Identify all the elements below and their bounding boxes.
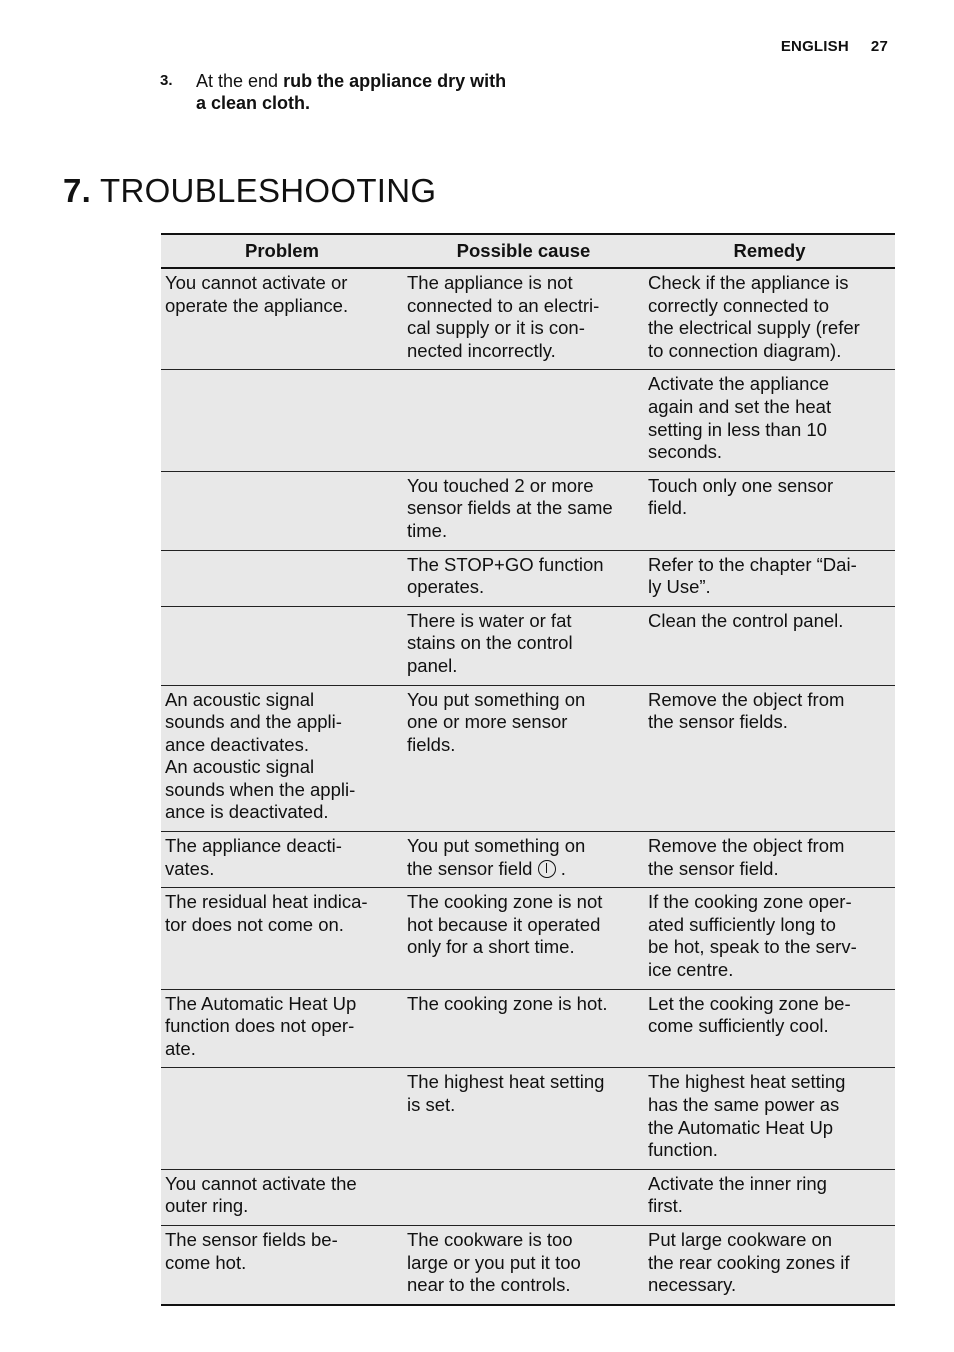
remedy-cell: Remove the object from the sensor fields.: [644, 685, 895, 832]
table-row: [161, 550, 895, 606]
step-item: [160, 70, 520, 114]
step-number: 3.: [160, 72, 173, 89]
table-row: [161, 989, 895, 1068]
problem-cell: The residual heat indica- tor does not come on.: [161, 888, 403, 989]
cause-cell: [403, 1169, 644, 1225]
cause-cell: You put something on one or more sensor fields.: [403, 685, 644, 832]
header-problem: Problem: [161, 234, 403, 268]
section-number: 7.: [63, 172, 92, 209]
table-header-row: [161, 234, 895, 268]
problem-cell: [161, 550, 403, 606]
section-heading: [63, 172, 436, 210]
problem-cell: The appliance deacti- vates.: [161, 832, 403, 888]
header-possible-cause: Possible cause: [403, 234, 644, 268]
cause-cell: [403, 832, 644, 888]
page-header: [781, 38, 888, 55]
problem-cell: You cannot activate the outer ring.: [161, 1169, 403, 1225]
table-row: [161, 1225, 895, 1304]
language-label: ENGLISH: [780, 38, 849, 55]
section-title: TROUBLESHOOTING: [100, 172, 437, 209]
table-row: [161, 832, 895, 888]
step-text-plain: At the end: [196, 71, 284, 91]
remedy-cell: Let the cooking zone be- come sufficiently cool.: [644, 989, 895, 1068]
cause-cell: You touched 2 or more sensor fields at the same time.: [403, 471, 644, 550]
table-row: [161, 268, 895, 370]
problem-cell: [161, 606, 403, 685]
cause-text-prefix: You put something on the sensor field: [407, 835, 586, 879]
table-row: [161, 471, 895, 550]
remedy-cell: Remove the object from the sensor field.: [644, 832, 895, 888]
troubleshooting-table: [161, 233, 895, 1306]
table-row: [161, 1169, 895, 1225]
remedy-cell: Touch only one sensor field.: [644, 471, 895, 550]
remedy-cell: Check if the appliance is correctly connected to the electrical supply (refer to connection diagram).: [644, 268, 895, 370]
problem-cell: You cannot activate or operate the appliance.: [161, 268, 403, 370]
remedy-cell: Refer to the chapter “Dai- ly Use”.: [644, 550, 895, 606]
cause-cell: [403, 370, 644, 471]
remedy-cell: The highest heat setting has the same power as the Automatic Heat Up function.: [644, 1068, 895, 1169]
problem-cell: [161, 1068, 403, 1169]
step-text: [196, 70, 520, 114]
remedy-cell: Put large cookware on the rear cooking zones if necessary.: [644, 1225, 895, 1304]
cause-cell: There is water or fat stains on the control panel.: [403, 606, 644, 685]
header-remedy: Remedy: [644, 234, 895, 268]
step-text-bold: rub the appliance dry with a clean cloth.: [196, 71, 507, 113]
power-icon: [538, 860, 556, 878]
remedy-cell: Activate the appliance again and set the heat setting in less than 10 seconds.: [644, 370, 895, 471]
problem-cell: [161, 370, 403, 471]
table-row: [161, 1068, 895, 1169]
problem-cell: An acoustic signal sounds and the appli- ance deactivates. An acoustic signal sounds when the appli- ance is deactivated.: [161, 685, 403, 832]
table-row: [161, 888, 895, 989]
problem-cell: [161, 471, 403, 550]
remedy-cell: Activate the inner ring first.: [644, 1169, 895, 1225]
cause-cell: The cooking zone is not hot because it operated only for a short time.: [403, 888, 644, 989]
cause-text-suffix: .: [555, 857, 566, 879]
table-row: [161, 606, 895, 685]
problem-cell: The Automatic Heat Up function does not oper- ate.: [161, 989, 403, 1068]
page-number: 27: [870, 38, 888, 55]
problem-cell: The sensor fields be- come hot.: [161, 1225, 403, 1304]
remedy-cell: If the cooking zone oper- ated sufficiently long to be hot, speak to the serv- ice centre.: [644, 888, 895, 989]
table-row: [161, 685, 895, 832]
table-row: [161, 370, 895, 471]
cause-cell: The STOP+GO function operates.: [403, 550, 644, 606]
cause-cell: The cookware is too large or you put it too near to the controls.: [403, 1225, 644, 1304]
cause-cell: The highest heat setting is set.: [403, 1068, 644, 1169]
cause-cell: The appliance is not connected to an electri- cal supply or it is con- nected incorrectly.: [403, 268, 644, 370]
remedy-cell: Clean the control panel.: [644, 606, 895, 685]
cause-cell: The cooking zone is hot.: [403, 989, 644, 1068]
